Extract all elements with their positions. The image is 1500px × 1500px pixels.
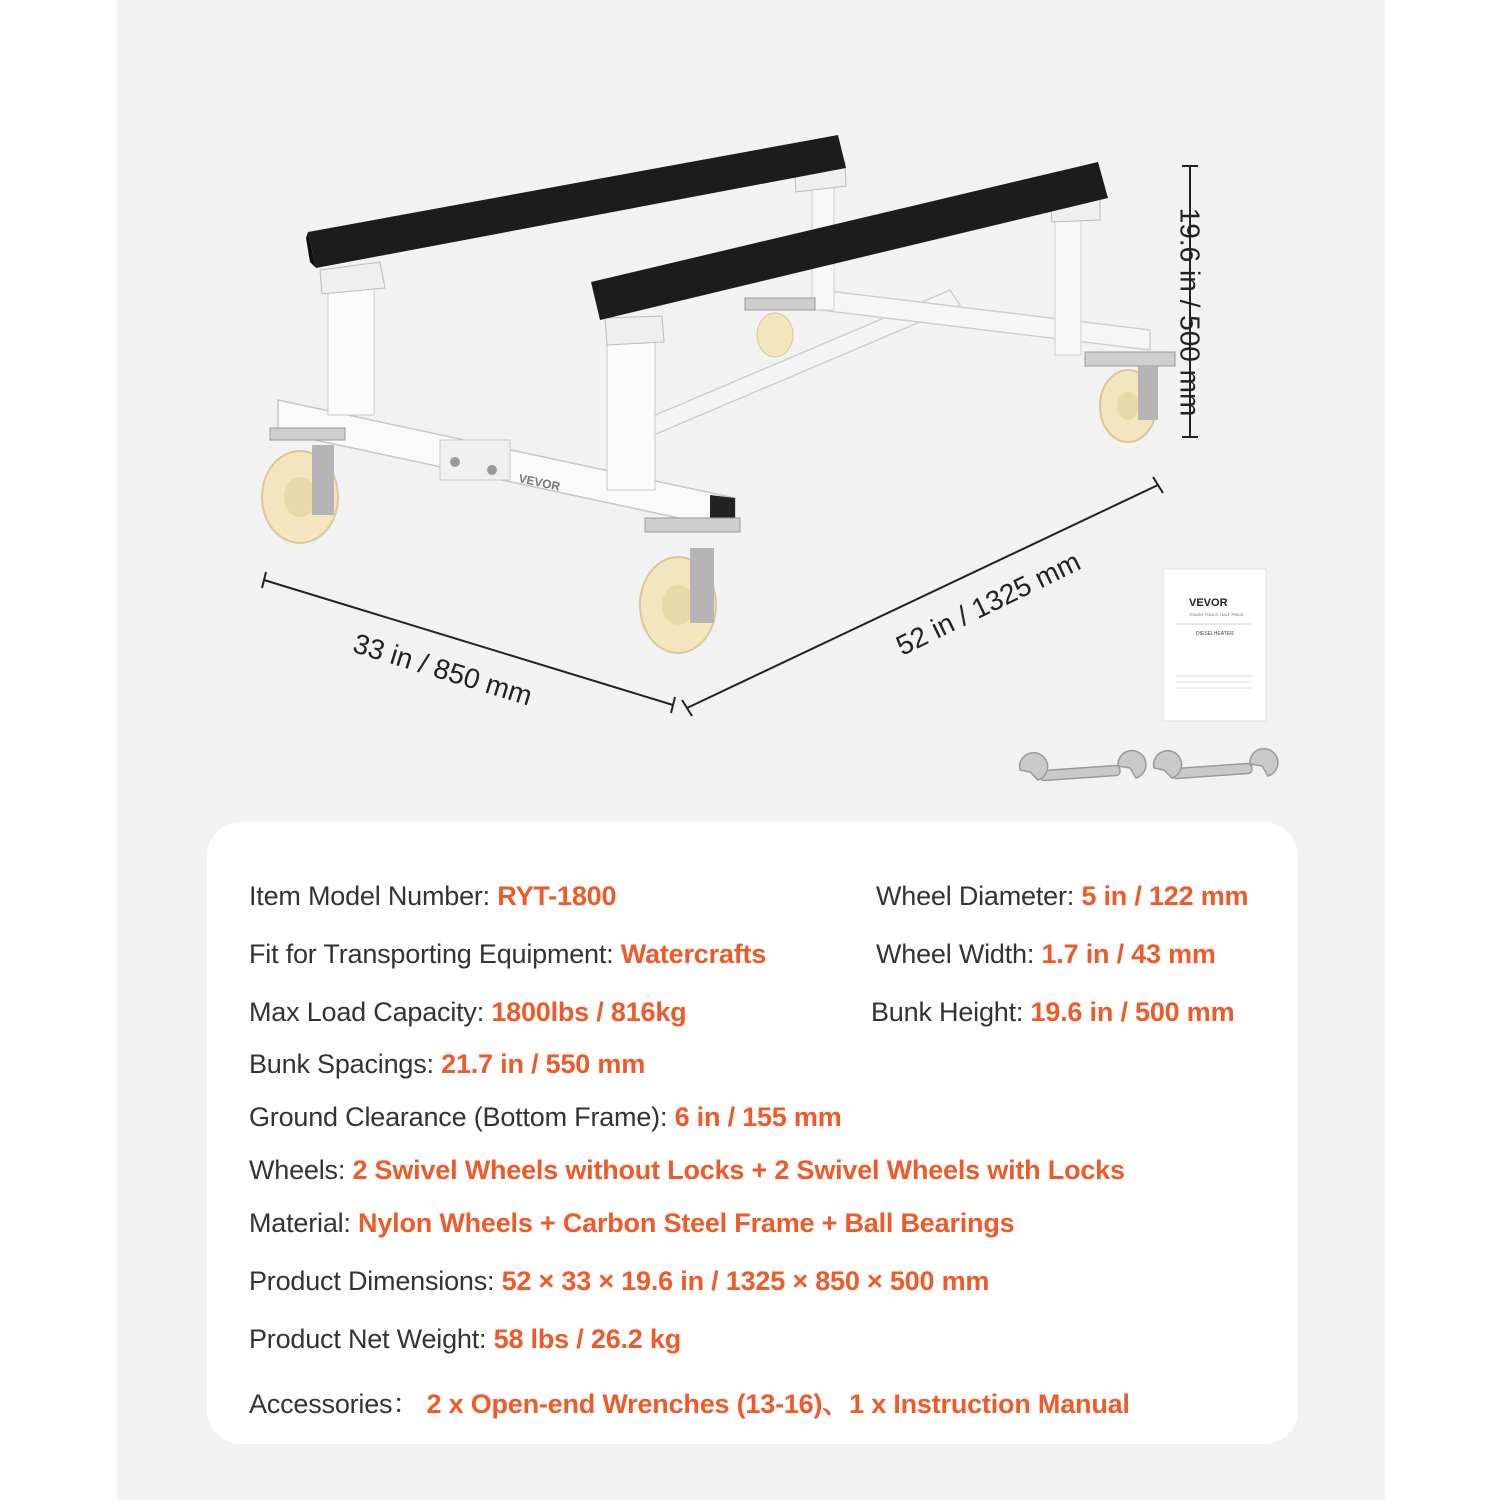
spec-equipment: Fit for Transporting Equipment: Watercrafts [249,939,767,969]
spec-wheel-diameter: Wheel Diameter: 5 in / 122 mm [876,881,1249,911]
caster-wheels [262,298,1175,653]
width-dimension-label: 33 in / 850 mm [349,627,536,712]
spec-bunk-height: Bunk Height: 19.6 in / 500 mm [871,997,1235,1027]
length-dimension-label: 52 in / 1325 mm [891,545,1086,662]
svg-text:TOUGH TOOLS, HALF PRICE: TOUGH TOOLS, HALF PRICE [1189,612,1244,617]
spec-ground-clearance: Ground Clearance (Bottom Frame): 6 in / 155 mm [249,1102,842,1132]
spec-wheel-width: Wheel Width: 1.7 in / 43 mm [876,939,1216,969]
manual-icon [1163,569,1266,721]
svg-text:DIESELHEATER: DIESELHEATER [1196,631,1234,637]
spec-max-load: Max Load Capacity: 1800lbs / 816kg [249,997,687,1027]
svg-text:VEVOR: VEVOR [517,471,562,494]
spec-bunk-spacings: Bunk Spacings: 21.7 in / 550 mm [249,1049,646,1079]
bunk-pads [306,135,1108,320]
spec-net-weight: Product Net Weight: 58 lbs / 26.2 kg [249,1324,682,1354]
spec-model-number: Item Model Number: RYT-1800 [249,881,617,911]
spec-dimensions: Product Dimensions: 52 × 33 × 19.6 in / 1325 × 850 × 500 mm [249,1266,990,1296]
height-dimension-label: 19.6 in / 500 mm [1174,207,1206,417]
spec-material: Material: Nylon Wheels + Carbon Steel Frame + Ball Bearings [249,1208,1015,1238]
spec-accessories: Accessories： 2 x Open-end Wrenches (13-16)、1 x Instruction Manual [249,1389,1130,1419]
wrench-icon [1020,749,1278,781]
svg-text:VEVOR: VEVOR [1189,597,1228,609]
spec-wheels: Wheels: 2 Swivel Wheels without Locks + 2 Swivel Wheels with Locks [249,1155,1125,1185]
